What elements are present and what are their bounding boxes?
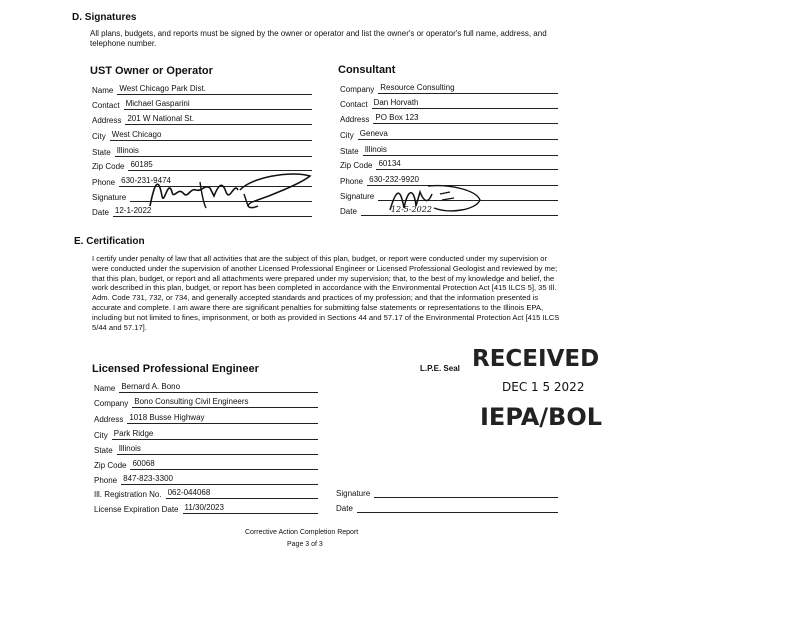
- engineer-expiration-label: License Expiration Date: [94, 505, 179, 514]
- engineer-phone-label: Phone: [94, 476, 118, 485]
- engineer-address-field[interactable]: [94, 413, 318, 424]
- consultant-signature-label: Signature: [340, 192, 375, 201]
- consultant-zip-field[interactable]: [340, 159, 558, 170]
- engineer-state-value[interactable]: Illinois: [117, 444, 318, 455]
- certification-text: I certify under penalty of law that all activities that are the subject of this plan, budget, or report were conducted under my supervision or were conducted under the supervision of another Licensed Professional Engineer or Licensed Professional Geologist and reviewed by me; that this plan, budget, or report and all attachments were prepared under my supervision; that, to the best of my knowledge and belief, the work described in this plan, budget, or report has been completed in accordance with the Environmental Protection Act [415 ILCS 5], 35 Ill. Adm. Code 731, 732, or 734, and generally accepted standards and practices of my profession; and that the information presented is accurate and complete. I am aware there are significant penalties for submitting false statements or representations to the Illinois EPA, including but not limited to fines, imprisonment, or both as provided in Sections 44 and 57.17 of the Environmental Protection Act [415 ILCS 5/44 and 57.17].: [92, 254, 560, 332]
- consultant-contact-label: Contact: [340, 100, 368, 109]
- owner-date-value[interactable]: 12-1-2022: [113, 206, 312, 217]
- engineer-city-label: City: [94, 431, 108, 440]
- lpe-seal-label: L.P.E. Seal: [420, 364, 460, 373]
- owner-signature-label: Signature: [92, 193, 127, 202]
- engineer-expiration-field[interactable]: [94, 503, 318, 514]
- engineer-signature-value[interactable]: [374, 487, 558, 498]
- engineer-date-field[interactable]: [336, 502, 558, 513]
- consultant-zip-label: Zip Code: [340, 161, 373, 170]
- engineer-phone-field[interactable]: [94, 474, 318, 485]
- engineer-company-field[interactable]: [94, 397, 318, 408]
- engineer-registration-value[interactable]: 062-044068: [166, 488, 318, 499]
- owner-state-field[interactable]: [92, 146, 312, 157]
- consultant-state-label: State: [340, 147, 359, 156]
- owner-zip-value[interactable]: 60185: [128, 160, 312, 171]
- consultant-address-value[interactable]: PO Box 123: [373, 113, 558, 124]
- consultant-company-value[interactable]: Resource Consulting: [378, 83, 558, 94]
- consultant-address-label: Address: [340, 115, 370, 124]
- consultant-contact-value[interactable]: Dan Horvath: [372, 98, 558, 109]
- section-d-title: D. Signatures: [72, 12, 137, 23]
- owner-signature-scribble: [140, 166, 315, 216]
- owner-date-label: Date: [92, 208, 109, 217]
- owner-phone-label: Phone: [92, 178, 116, 187]
- footer-page: Page 3 of 3: [287, 541, 323, 548]
- owner-city-value[interactable]: West Chicago: [110, 130, 312, 141]
- engineer-name-field[interactable]: [94, 382, 318, 393]
- owner-address-label: Address: [92, 116, 122, 125]
- engineer-company-label: Company: [94, 399, 129, 408]
- owner-contact-label: Contact: [92, 101, 120, 110]
- consultant-state-value[interactable]: Illinois: [363, 145, 558, 156]
- owner-state-value[interactable]: Illinois: [115, 146, 312, 157]
- section-d-instruction: All plans, budgets, and reports must be signed by the owner or operator and list the owner's or operator's full name, address, and telephone number.: [90, 29, 547, 48]
- engineer-name-label: Name: [94, 384, 116, 393]
- owner-zip-label: Zip Code: [92, 162, 125, 171]
- owner-address-field[interactable]: [92, 114, 312, 125]
- owner-city-label: City: [92, 132, 106, 141]
- owner-name-value[interactable]: West Chicago Park Dist.: [117, 84, 312, 95]
- owner-name-field[interactable]: [92, 84, 312, 95]
- engineer-heading: Licensed Professional Engineer: [92, 363, 259, 375]
- engineer-city-value[interactable]: Park Ridge: [112, 429, 318, 440]
- engineer-city-field[interactable]: [94, 429, 318, 440]
- consultant-city-field[interactable]: [340, 129, 558, 140]
- engineer-registration-field[interactable]: [94, 488, 318, 499]
- consultant-phone-value[interactable]: 630-232-9920: [367, 175, 558, 186]
- engineer-date-value[interactable]: [357, 502, 558, 513]
- engineer-zip-label: Zip Code: [94, 461, 127, 470]
- consultant-zip-value[interactable]: 60134: [376, 159, 558, 170]
- owner-phone-value[interactable]: 630-231-9474: [119, 176, 312, 187]
- engineer-name-value[interactable]: Bernard A. Bono: [119, 382, 318, 393]
- engineer-address-label: Address: [94, 415, 124, 424]
- owner-heading: UST Owner or Operator: [90, 65, 213, 77]
- owner-state-label: State: [92, 148, 111, 157]
- consultant-date-label: Date: [340, 207, 357, 216]
- received-stamp-office: IEPA/BOL: [480, 403, 603, 431]
- consultant-address-field[interactable]: [340, 113, 558, 124]
- engineer-state-field[interactable]: [94, 444, 318, 455]
- engineer-state-label: State: [94, 446, 113, 455]
- consultant-company-field[interactable]: [340, 83, 558, 94]
- engineer-zip-value[interactable]: 60068: [130, 459, 318, 470]
- consultant-heading: Consultant: [338, 64, 396, 76]
- owner-contact-value[interactable]: Michael Gasparini: [124, 99, 312, 110]
- owner-address-value[interactable]: 201 W National St.: [125, 114, 312, 125]
- consultant-state-field[interactable]: [340, 145, 558, 156]
- received-stamp: RECEIVED: [472, 346, 600, 372]
- owner-name-label: Name: [92, 86, 114, 95]
- engineer-date-label: Date: [336, 504, 353, 513]
- engineer-phone-value[interactable]: 847-823-3300: [121, 474, 318, 485]
- engineer-expiration-value[interactable]: 11/30/2023: [183, 503, 319, 514]
- consultant-date-value[interactable]: 12-5-2022: [361, 205, 558, 216]
- consultant-city-value[interactable]: Geneva: [358, 129, 558, 140]
- engineer-signature-label: Signature: [336, 489, 371, 498]
- consultant-city-label: City: [340, 131, 354, 140]
- section-e-title: E. Certification: [74, 236, 145, 247]
- engineer-address-value[interactable]: 1018 Busse Highway: [127, 413, 318, 424]
- footer-title: Corrective Action Completion Report: [245, 529, 359, 536]
- consultant-company-label: Company: [340, 85, 375, 94]
- engineer-registration-label: Ill. Registration No.: [94, 490, 162, 499]
- engineer-zip-field[interactable]: [94, 459, 318, 470]
- consultant-phone-label: Phone: [340, 177, 364, 186]
- received-stamp-date: DEC 1 5 2022: [502, 380, 585, 394]
- consultant-contact-field[interactable]: [340, 98, 558, 109]
- consultant-signature-scribble: [380, 180, 490, 220]
- owner-contact-field[interactable]: [92, 99, 312, 110]
- engineer-signature-field[interactable]: [336, 487, 558, 498]
- owner-city-field[interactable]: [92, 130, 312, 141]
- engineer-company-value[interactable]: Bono Consulting Civil Engineers: [132, 397, 318, 408]
